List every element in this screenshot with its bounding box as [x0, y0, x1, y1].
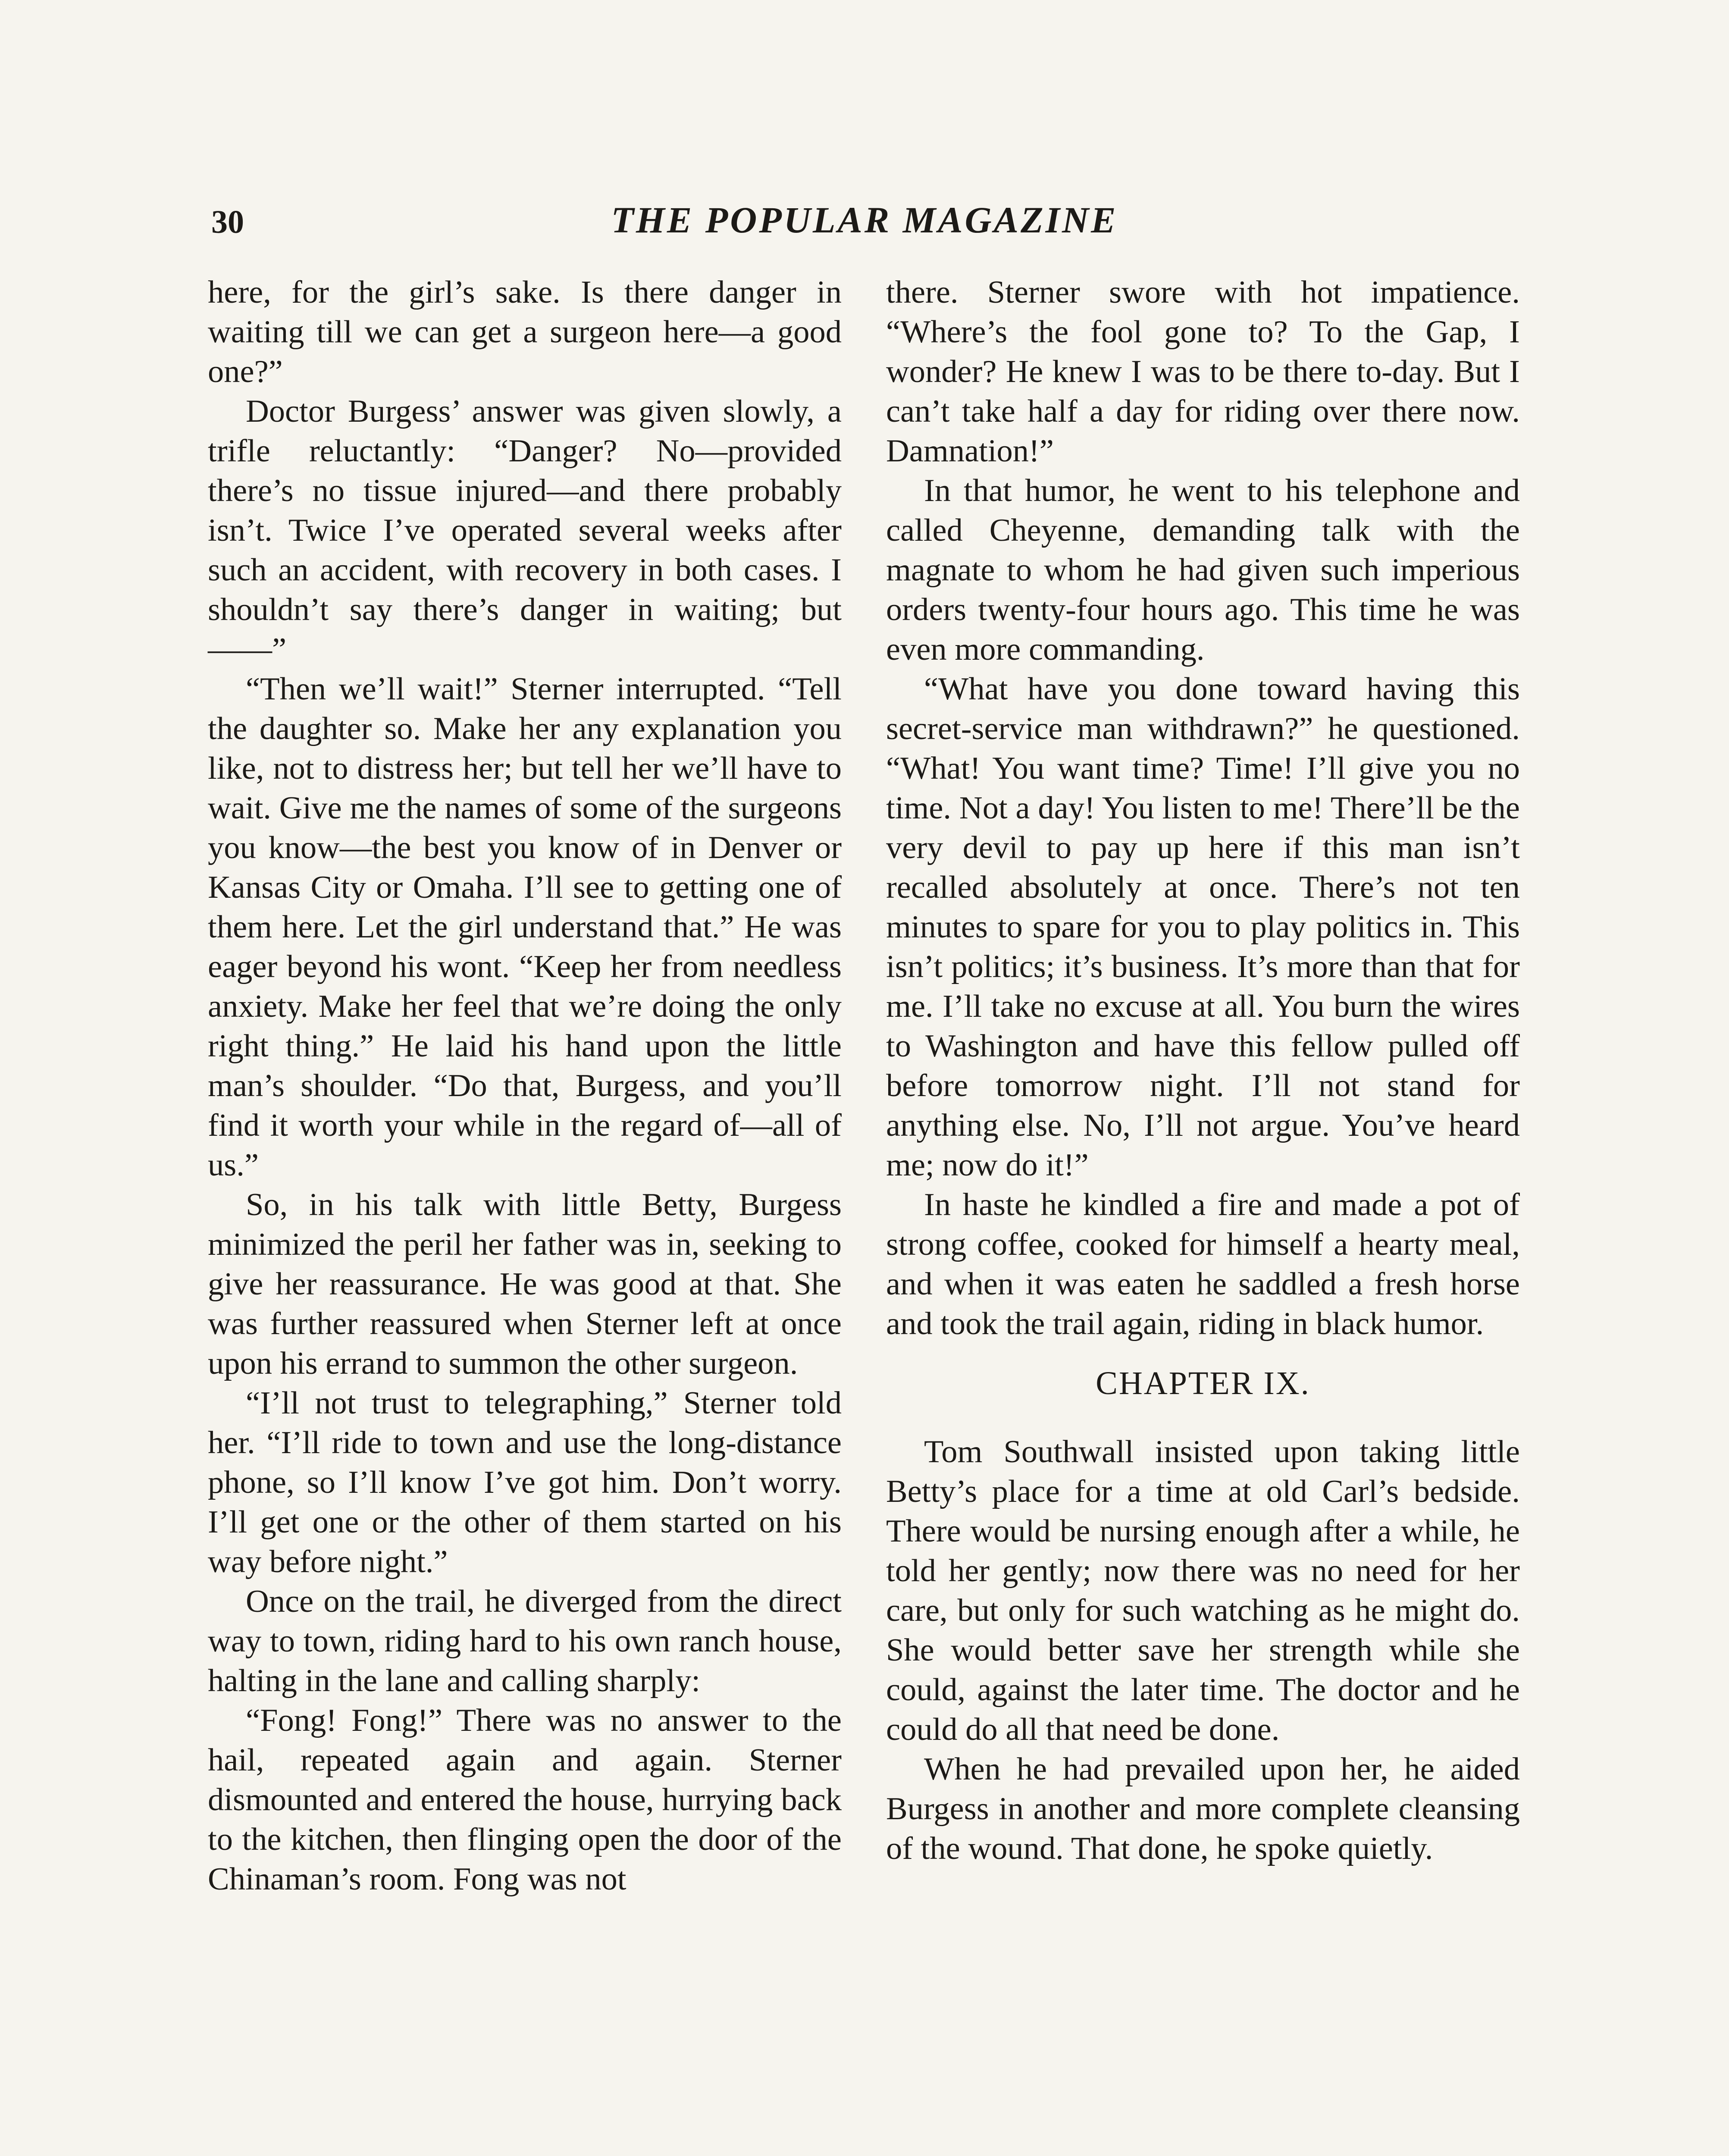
running-title: THE POPULAR MAGAZINE — [611, 199, 1118, 241]
paragraph: Once on the trail, he diverged from the direct way to town, riding hard to his own ranch house, halting in the lane and calling sharply: — [208, 1584, 842, 1698]
paragraph: “Fong! Fong!” There was no answer to the hail, repeated again and again. Sterner dismounted and entered the house, hurrying back to the kitchen, then flinging open the door of the Chinaman’s room. Fong was not — [208, 1703, 842, 1897]
paragraph: Doctor Burgess’ answer was given slowly, a trifle reluctantly: “Danger? No—provided there’s no tissue injured—and there probably isn’t. Twice I’ve operated several weeks after such an accident, with recovery in both cases. I shouldn’t say there’s danger in waiting; but——” — [208, 394, 842, 667]
paragraph: When he had prevailed upon her, he aided Burgess in another and more complete cleansing of the wound. That done, he spoke quietly. — [886, 1752, 1520, 1866]
right-column — [886, 273, 1520, 1868]
paragraph: So, in his talk with little Betty, Burgess minimized the peril her father was in, seeking to give her reassurance. He was good at that. She was further reassured when Sterner left at once upon his errand to summon the other surgeon. — [208, 1187, 842, 1381]
page-number: 30 — [211, 204, 244, 240]
paragraph: “Then we’ll wait!” Sterner interrupted. “Tell the daughter so. Make her any explanation you like, not to distress her; but tell her we’ll have to wait. Give me the names of some of the surgeons you know—the best you know of in Denver or Kansas City or Omaha. I’ll see to getting one of them here. Let the girl understand that.” He was eager beyond his wont. “Keep her from needless anxiety. Make her feel that we’re doing the only right thing.” He laid his hand upon the little man’s shoulder. “Do that, Burgess, and you’ll find it worth your while in the regard of—all of us.” — [208, 671, 842, 1183]
paragraph: “I’ll not trust to telegraphing,” Sterner told her. “I’ll ride to town and use the long-distance phone, so I’ll know I’ve got him. Don’t worry. I’ll get one or the other of them started on his way before night.” — [208, 1385, 842, 1579]
paragraph: there. Sterner swore with hot impatience. “Where’s the fool gone to? To the Gap, I wonder? He knew I was to be there to-day. But I can’t take half a day for riding over there now. Damnation!” — [886, 275, 1520, 469]
chapter-heading: CHAPTER IX. — [1096, 1365, 1310, 1401]
paragraph: “What have you done toward having this secret-service man withdrawn?” he questioned. “What! You want time? Time! I’ll give you no time. Not a day! You listen to me! There’ll be the very devil to pay up here if this man isn’t recalled absolutely at once. There’s not ten minutes to spare for you to play politics in. This isn’t politics; it’s business. It’s more than that for me. I’ll take no excuse at all. You burn the wires to Washington and have this fellow pulled off before tomorrow night. I’ll not stand for anything else. No, I’ll not argue. You’ve heard me; now do it!” — [886, 671, 1520, 1183]
paragraph: here, for the girl’s sake. Is there danger in waiting till we can get a surgeon here—a good one?” — [208, 275, 842, 389]
paragraph: In that humor, he went to his telephone and called Cheyenne, demanding talk with the magnate to whom he had given such imperious orders twenty-four hours ago. This time he was even more commanding. — [886, 473, 1520, 667]
paragraph: In haste he kindled a fire and made a pot of strong coffee, cooked for himself a hearty meal, and when it was eaten he saddled a fresh horse and took the trail again, riding in black humor. — [886, 1187, 1520, 1341]
left-column — [208, 273, 842, 1899]
paragraph: Tom Southwall insisted upon taking little Betty’s place for a time at old Carl’s bedside. There would be nursing enough after a while, he told her gently; now there was no need for her care, but only for such watching as he might do. She would better save her strength while she could, against the later time. The doctor and he could do all that need be done. — [886, 1434, 1520, 1747]
